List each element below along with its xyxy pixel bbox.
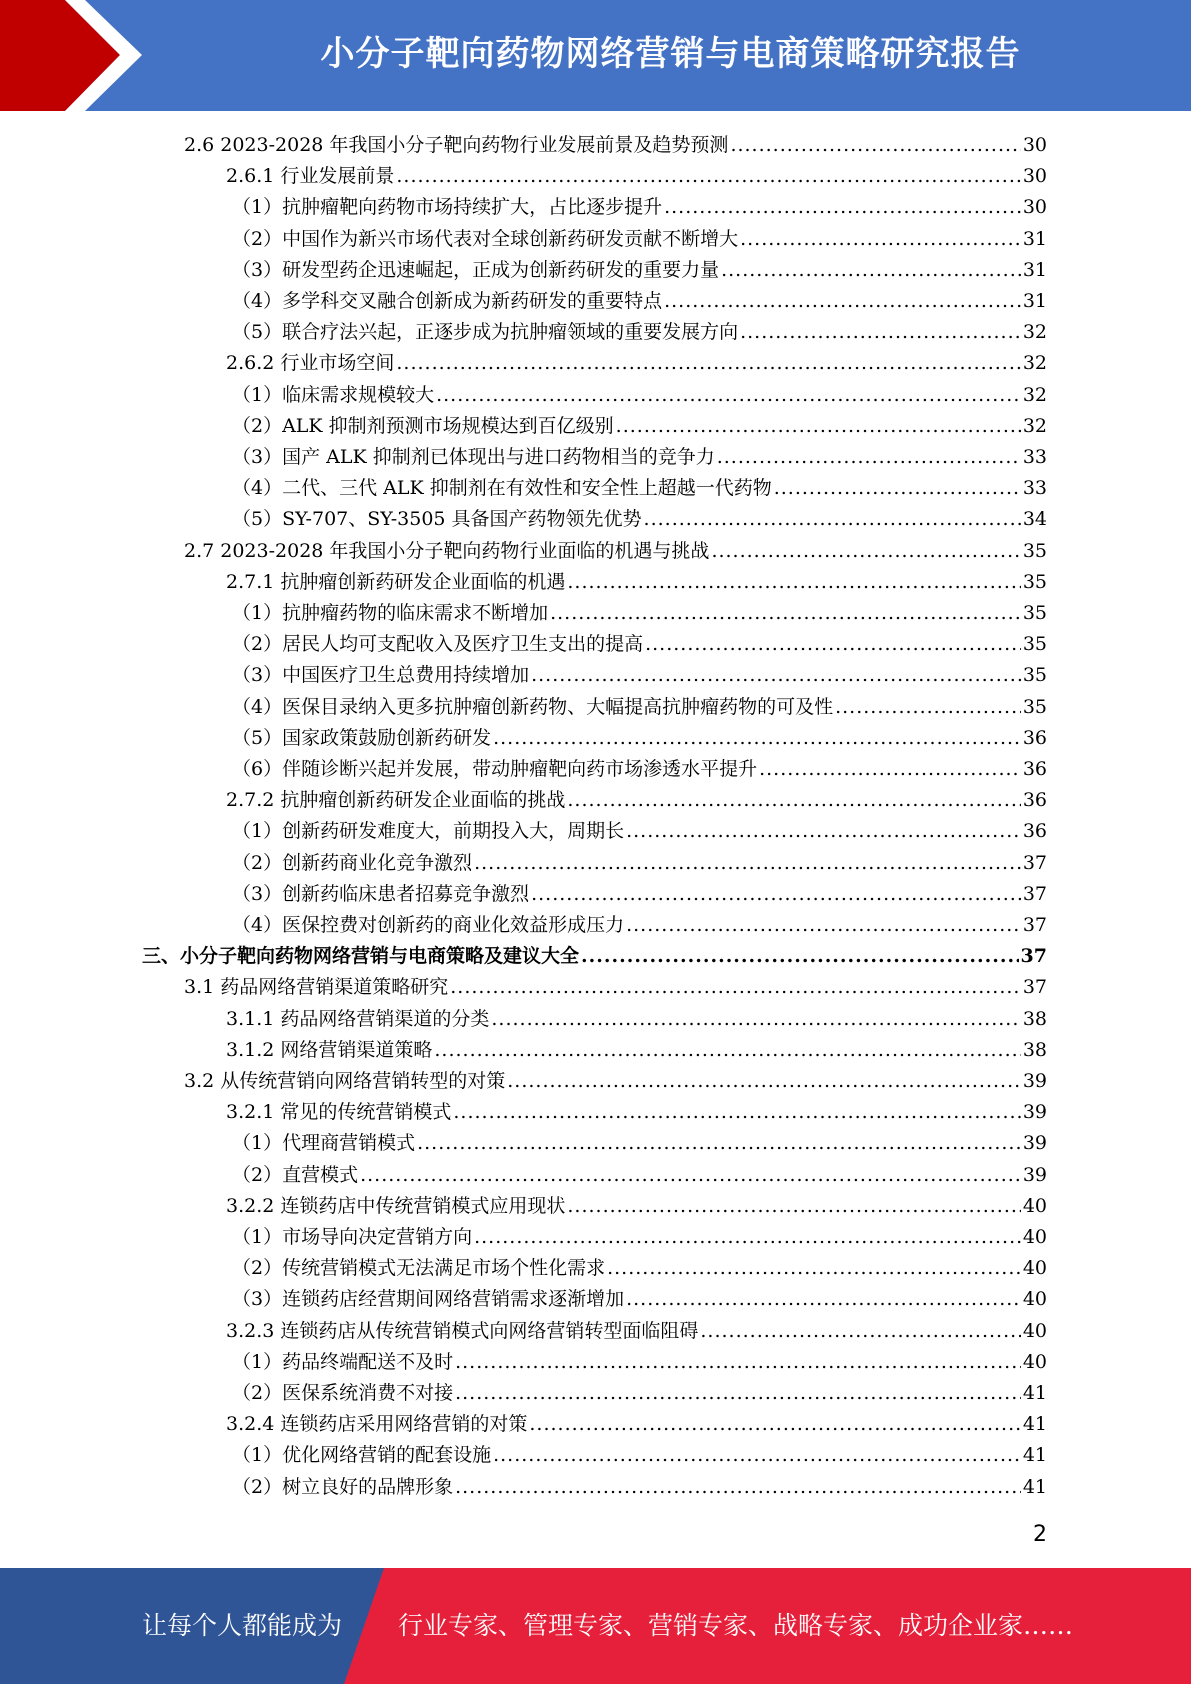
toc-leader-dots <box>550 601 1021 625</box>
toc-leader-dots <box>360 1163 1021 1187</box>
toc-entry-page: 40 <box>1022 1351 1047 1373</box>
toc-entry-title: 3.2 从传统营销向网络营销转型的对策 <box>184 1070 506 1092</box>
page-number: 2 <box>1033 1522 1047 1547</box>
toc-entry-page: 40 <box>1022 1288 1047 1310</box>
toc-entry-page: 30 <box>1022 196 1047 218</box>
toc-entry-title: 2.7 2023-2028 年我国小分子靶向药物行业面临的机遇与挑战 <box>184 540 710 562</box>
toc-entry-page: 35 <box>1022 664 1047 686</box>
report-title: 小分子靶向药物网络营销与电商策略研究报告 <box>320 34 1021 74</box>
toc-entry-title: 3.2.3 连锁药店从传统营销模式向网络营销转型面临阻碍 <box>226 1320 699 1342</box>
toc-entry[interactable] <box>226 1031 1047 1062</box>
toc-leader-dots <box>396 351 1020 375</box>
toc-entry[interactable] <box>232 719 1047 750</box>
toc-leader-dots <box>493 726 1021 750</box>
toc-entry[interactable] <box>232 1156 1047 1187</box>
toc-entry-page: 34 <box>1022 508 1047 530</box>
toc-leader-dots <box>507 1069 1021 1093</box>
toc-leader-dots <box>493 1443 1021 1467</box>
toc-entry-title: 2.6.1 行业发展前景 <box>226 165 395 187</box>
toc-entry-title: 2.6.2 行业市场空间 <box>226 352 395 374</box>
toc-entry-page: 35 <box>1022 602 1047 624</box>
toc-leader-dots <box>396 164 1020 188</box>
toc-leader-dots <box>434 1038 1020 1062</box>
toc-leader-dots <box>645 632 1021 656</box>
toc-entry[interactable] <box>232 1343 1047 1374</box>
toc-entry-title: （3）国产 ALK 抑制剂已体现出与进口药物相当的竞争力 <box>232 446 715 468</box>
toc-entry-page: 37 <box>1022 883 1047 905</box>
toc-entry-title: （2）ALK 抑制剂预测市场规模达到百亿级别 <box>232 415 614 437</box>
toc-entry-title: （4）医保目录纳入更多抗肿瘤创新药物、大幅提高抗肿瘤药物的可及性 <box>232 696 834 718</box>
toc-entry-title: 2.6 2023-2028 年我国小分子靶向药物行业发展前景及趋势预测 <box>184 134 729 156</box>
toc-entry-title: （5）联合疗法兴起，正逐步成为抗肿瘤领域的重要发展方向 <box>232 321 739 343</box>
toc-leader-dots <box>616 414 1021 438</box>
toc-entry-page: 32 <box>1022 321 1047 343</box>
toc-entry-title: 2.7.1 抗肿瘤创新药研发企业面临的机遇 <box>226 571 566 593</box>
toc-entry-title: （2）直营模式 <box>232 1164 359 1186</box>
toc-entry[interactable] <box>226 1312 1047 1343</box>
toc-entry[interactable] <box>232 438 1047 469</box>
toc-entry[interactable] <box>232 500 1047 531</box>
toc-entry-page: 40 <box>1022 1320 1047 1342</box>
toc-entry[interactable] <box>184 968 1047 999</box>
toc-leader-dots <box>835 695 1021 719</box>
footer-slogan-left: 让每个人都能成为 <box>142 1611 343 1640</box>
toc-entry[interactable] <box>232 469 1047 500</box>
toc-leader-dots <box>455 1350 1021 1374</box>
toc-entry-page: 40 <box>1022 1226 1047 1248</box>
toc-entry[interactable] <box>232 812 1047 843</box>
toc-entry-page: 32 <box>1022 415 1047 437</box>
toc-leader-dots <box>721 258 1021 282</box>
toc-entry-title: （2）居民人均可支配收入及医疗卫生支出的提高 <box>232 633 644 655</box>
toc-entry-page: 37 <box>1022 976 1047 998</box>
toc-entry-title: 3.2.1 常见的传统营销模式 <box>226 1101 452 1123</box>
toc-leader-dots <box>626 819 1021 843</box>
toc-entry-page: 41 <box>1022 1444 1047 1466</box>
toc-entry-page: 39 <box>1022 1101 1047 1123</box>
toc-entry-title: （4）二代、三代 ALK 抑制剂在有效性和安全性上超越一代药物 <box>232 477 772 499</box>
toc-entry[interactable] <box>226 1093 1047 1124</box>
toc-leader-dots <box>730 133 1020 157</box>
toc-entry-page: 41 <box>1022 1413 1047 1435</box>
toc-entry-title: 3.1.1 药品网络营销渠道的分类 <box>226 1008 490 1030</box>
toc-entry[interactable] <box>184 126 1047 157</box>
toc-entry[interactable] <box>226 344 1047 375</box>
toc-leader-dots <box>531 882 1021 906</box>
toc-entry-page: 36 <box>1022 820 1047 842</box>
toc-entry-title: （2）创新药商业化竞争激烈 <box>232 852 473 874</box>
toc-entry-title: 3.2.2 连锁药店中传统营销模式应用现状 <box>226 1195 566 1217</box>
toc-entry-page: 38 <box>1022 1008 1047 1030</box>
toc-entry-title: 3.2.4 连锁药店采用网络营销的对策 <box>226 1413 528 1435</box>
toc-entry[interactable] <box>232 282 1047 313</box>
toc-entry[interactable] <box>232 750 1047 781</box>
toc-entry-page: 32 <box>1022 384 1047 406</box>
toc-entry-page: 30 <box>1022 165 1047 187</box>
page-footer <box>0 1568 1191 1684</box>
toc-leader-dots <box>474 1225 1021 1249</box>
toc-entry-page: 41 <box>1022 1476 1047 1498</box>
toc-entry-title: 3.1 药品网络营销渠道策略研究 <box>184 976 449 998</box>
toc-entry-page: 36 <box>1022 727 1047 749</box>
toc-leader-dots <box>664 289 1021 313</box>
toc-entry-title: （1）市场导向决定营销方向 <box>232 1226 473 1248</box>
toc-entry-title: 3.1.2 网络营销渠道策略 <box>226 1039 433 1061</box>
toc-leader-dots <box>717 445 1021 469</box>
toc-entry-title: （3）创新药临床患者招募竞争激烈 <box>232 883 530 905</box>
toc-entry-page: 37 <box>1022 914 1047 936</box>
toc-leader-dots <box>529 1412 1020 1436</box>
toc-entry[interactable] <box>184 1062 1047 1093</box>
toc-entry[interactable] <box>232 625 1047 656</box>
toc-entry-title: （5）国家政策鼓励创新药研发 <box>232 727 492 749</box>
toc-entry-page: 31 <box>1022 259 1047 281</box>
toc-leader-dots <box>607 1256 1021 1280</box>
toc-entry[interactable] <box>226 563 1047 594</box>
footer-slogan-right: 行业专家、管理专家、营销专家、战略专家、成功企业家…… <box>398 1611 1074 1640</box>
toc-entry-title: （2）医保系统消费不对接 <box>232 1382 454 1404</box>
toc-entry[interactable] <box>232 1468 1047 1499</box>
toc-leader-dots <box>567 788 1020 812</box>
toc-entry[interactable] <box>232 594 1047 625</box>
toc-leader-dots <box>531 663 1021 687</box>
toc-entry[interactable] <box>232 188 1047 219</box>
toc-entry[interactable] <box>232 1124 1047 1155</box>
toc-entry-page: 40 <box>1022 1257 1047 1279</box>
toc-entry[interactable] <box>226 1405 1047 1436</box>
toc-entry-title: （1）优化网络营销的配套设施 <box>232 1444 492 1466</box>
toc-entry-title: （1）创新药研发难度大，前期投入大，周期长 <box>232 820 625 842</box>
toc-entry-page: 35 <box>1022 540 1047 562</box>
toc-leader-dots <box>759 757 1021 781</box>
toc-entry-page: 37 <box>1022 852 1047 874</box>
toc-entry-page: 36 <box>1022 758 1047 780</box>
toc-entry[interactable] <box>232 376 1047 407</box>
toc-entry-title: 2.7.2 抗肿瘤创新药研发企业面临的挑战 <box>226 789 566 811</box>
toc-entry-title: （1）临床需求规模较大 <box>232 384 435 406</box>
toc-entry-page: 39 <box>1022 1164 1047 1186</box>
toc-entry-page: 38 <box>1022 1039 1047 1061</box>
toc-entry[interactable] <box>142 937 1047 968</box>
toc-entry-title: （1）抗肿瘤药物的临床需求不断增加 <box>232 602 549 624</box>
toc-entry-title: （1）代理商营销模式 <box>232 1132 416 1154</box>
toc-leader-dots <box>455 1381 1021 1405</box>
toc-entry-title: （2）中国作为新兴市场代表对全球创新药研发贡献不断增大 <box>232 228 739 250</box>
toc-entry[interactable] <box>232 906 1047 937</box>
toc-entry-page: 40 <box>1022 1195 1047 1217</box>
toc-entry-page: 39 <box>1022 1132 1047 1154</box>
toc-entry[interactable] <box>232 313 1047 344</box>
toc-leader-dots <box>417 1131 1021 1155</box>
toc-leader-dots <box>453 1100 1020 1124</box>
toc-entry-title: （3）中国医疗卫生总费用持续增加 <box>232 664 530 686</box>
toc-leader-dots <box>711 539 1020 563</box>
toc-leader-dots <box>626 913 1021 937</box>
toc-entry[interactable] <box>232 407 1047 438</box>
toc-entry-page: 39 <box>1022 1070 1047 1092</box>
toc-entry-page: 33 <box>1022 477 1047 499</box>
page-header <box>0 0 1191 111</box>
toc-entry[interactable] <box>232 656 1047 687</box>
toc-leader-dots <box>491 1007 1020 1031</box>
toc-leader-dots <box>740 227 1021 251</box>
toc-entry[interactable] <box>226 781 1047 812</box>
toc-leader-dots <box>450 975 1021 999</box>
toc-entry-title: （4）医保控费对创新药的商业化效益形成压力 <box>232 914 625 936</box>
toc-leader-dots <box>581 944 1019 968</box>
toc-entry[interactable] <box>226 1000 1047 1031</box>
toc-entry-page: 35 <box>1022 571 1047 593</box>
toc-entry[interactable] <box>184 532 1047 563</box>
toc-entry-title: （1）抗肿瘤靶向药物市场持续扩大，占比逐步提升 <box>232 196 663 218</box>
toc-entry-title: （6）伴随诊断兴起并发展，带动肿瘤靶向药市场渗透水平提升 <box>232 758 758 780</box>
toc-leader-dots <box>474 851 1021 875</box>
toc-entry-page: 36 <box>1022 789 1047 811</box>
toc-leader-dots <box>455 1475 1021 1499</box>
toc-leader-dots <box>436 383 1021 407</box>
toc-entry-page: 41 <box>1022 1382 1047 1404</box>
toc-entry[interactable] <box>232 875 1047 906</box>
toc-entry[interactable] <box>232 1280 1047 1311</box>
toc-entry-title: （3）连锁药店经营期间网络营销需求逐渐增加 <box>232 1288 625 1310</box>
toc-entry-title: （4）多学科交叉融合创新成为新药研发的重要特点 <box>232 290 663 312</box>
toc-leader-dots <box>700 1319 1020 1343</box>
toc-entry-title: （3）研发型药企迅速崛起，正成为创新药研发的重要力量 <box>232 259 720 281</box>
toc-leader-dots <box>626 1287 1021 1311</box>
header-arrow-decoration <box>0 0 160 111</box>
toc-entry[interactable] <box>232 1218 1047 1249</box>
toc-entry-page: 33 <box>1022 446 1047 468</box>
toc-leader-dots <box>567 570 1020 594</box>
toc-entry-page: 35 <box>1022 633 1047 655</box>
toc-leader-dots <box>644 507 1021 531</box>
toc-entry[interactable] <box>226 157 1047 188</box>
toc-entry-title: （5）SY-707、SY-3505 具备国产药物领先优势 <box>232 508 642 530</box>
toc-leader-dots <box>774 476 1021 500</box>
toc-leader-dots <box>740 320 1021 344</box>
toc-entry-page: 37 <box>1020 945 1047 967</box>
toc-entry-page: 31 <box>1022 228 1047 250</box>
toc-leader-dots <box>664 195 1021 219</box>
toc-entry-title: （1）药品终端配送不及时 <box>232 1351 454 1373</box>
toc-leader-dots <box>567 1194 1020 1218</box>
toc-entry[interactable] <box>232 220 1047 251</box>
toc-entry[interactable] <box>232 251 1047 282</box>
toc-entry-page: 31 <box>1022 290 1047 312</box>
toc-entry-page: 35 <box>1022 696 1047 718</box>
toc-entry[interactable] <box>232 688 1047 719</box>
toc-entry-title: 三、小分子靶向药物网络营销与电商策略及建议大全 <box>142 945 580 967</box>
toc-entry[interactable] <box>232 844 1047 875</box>
toc-entry[interactable] <box>226 1187 1047 1218</box>
toc-entry[interactable] <box>232 1249 1047 1280</box>
toc-entry[interactable] <box>232 1436 1047 1467</box>
toc-entry-title: （2）传统营销模式无法满足市场个性化需求 <box>232 1257 606 1279</box>
toc-entry-page: 30 <box>1022 134 1047 156</box>
toc-entry-title: （2）树立良好的品牌形象 <box>232 1476 454 1498</box>
toc-entry[interactable] <box>232 1374 1047 1405</box>
toc-entry-page: 32 <box>1022 352 1047 374</box>
